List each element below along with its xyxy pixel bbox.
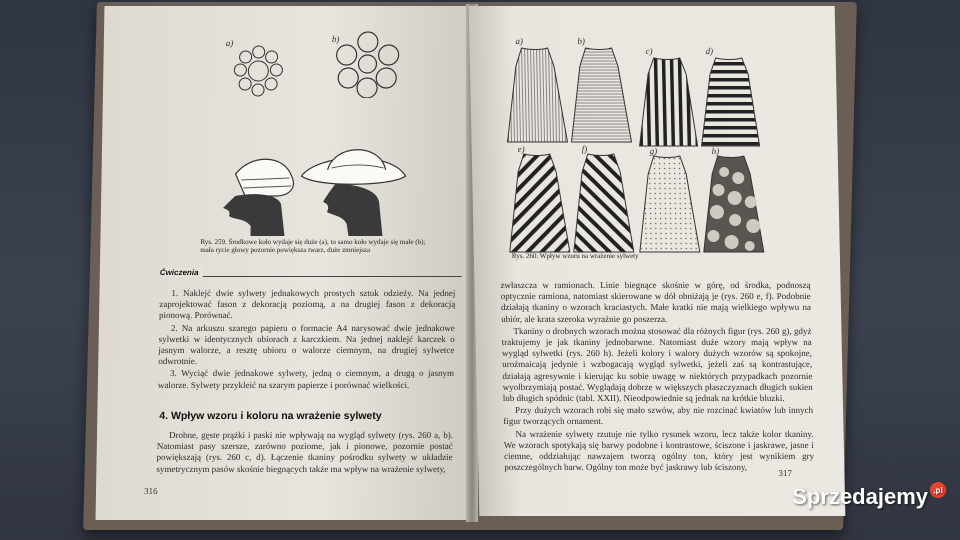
exercises-heading: Ćwiczenia bbox=[160, 268, 203, 277]
body-text: Drobne, gęste prążki i paski nie wpływają na wygląd sylwety (rys. 260 a, b). Natomiast pasy szersze, zarówno poziome, jak i pionowe, pozornie postać powiększają (rys. 260 c, d). Łączenie tkaniny pośrodku sylwety w układzie symetrycznym pasów skośnie biegnących także ma wpływ na wrażenie sylwety, bbox=[156, 430, 454, 474]
watermark-suffix: .pl bbox=[930, 482, 946, 498]
fig260-label-e: e) bbox=[517, 144, 525, 154]
figure-259-caption: Rys. 259. Środkowe koło wydaje się duże (a), to samo koło wydaje się małe (b); mała rycie głowy pozornie powiększa twarz, duże zmniejsza bbox=[200, 238, 426, 254]
exercise-item: 1. Naklejć dwie sylwety jednakowych prostych sztuk odzieży. Na jednej zaprojektować fason z dekoracją poziomą, a na drugiej fason z dekoracją pionową. Porównać. bbox=[158, 288, 456, 321]
right-page bbox=[469, 6, 846, 516]
fig259-label-a: a) bbox=[225, 38, 234, 48]
body-paragraph bbox=[156, 430, 453, 476]
page-number-right: 317 bbox=[778, 468, 793, 478]
paragraph: Przy dużych wzorach robi się mało szwów, aby nie rozcinać kwiatów lub innych figur tworzących ornament. bbox=[503, 405, 814, 427]
dress-patterns-figure bbox=[469, 6, 840, 266]
watermark-text: Sprzedajemy bbox=[792, 484, 928, 509]
fig260-label-a: a) bbox=[515, 36, 523, 46]
paragraph: Na wrażenie sylwety rzutuje nie tylko rysunek wzoru, lecz także kolor tkaniny. We wzorach spotykają się barwy podobne i kontrastowe, ściszone i jaskrawe, jasne i ciemne, oddziałując nawzajem tworzą ogólny ton, który jest wynikiem gry poszczególnych barw. Ogólny ton może być jaskrawy lub ściszony, bbox=[503, 428, 815, 473]
fig259-label-b: b) bbox=[331, 34, 340, 44]
fig260-label-f: f) bbox=[581, 144, 588, 154]
profile-small-hat-illustration bbox=[204, 144, 306, 236]
section-heading: 4. Wpływ wzoru i koloru na wrażenie sylwety bbox=[159, 410, 382, 422]
ebbinghaus-large-circles-figure bbox=[331, 30, 404, 98]
right-body-text bbox=[500, 280, 814, 474]
fig260-label-b: b) bbox=[577, 36, 585, 46]
ebbinghaus-small-circles-figure bbox=[223, 38, 294, 104]
fig260-label-d: d) bbox=[705, 46, 714, 56]
exercises-rule bbox=[160, 276, 462, 277]
sprzedajemy-watermark bbox=[792, 484, 946, 510]
page-number-left: 316 bbox=[143, 486, 158, 496]
figure-260-caption: Rys. 260. Wpływ wzoru na wrażenie sylwety bbox=[511, 252, 639, 260]
exercise-item: 3. Wyciąć dwie jednakowe sylwety, jedną o ciemnym, a drugą o jasnym walorze. Sylwety przykleić na szarym papierze i porównać wielkości. bbox=[157, 368, 455, 390]
paragraph: zwłaszcza w ramionach. Linie biegnące skośnie w górę, od środka, podnoszą optycznie ramiona, natomiast skierowane w dół obniżają je (rys. 260 e, f). Podobnie działają tkaniny o wzorach kraciastych. Małe kratki nie mają wielkiego wpływu na ubiór, ale krata szeroka wyraźnie go poszerza. bbox=[500, 280, 812, 324]
profile-large-hat-illustration bbox=[296, 136, 410, 236]
exercise-item: 2. Na arkuszu szarego papieru o formacie A4 narysować dwie jednakowe sylwetki w identycznych ubiorach z karczkiem. Na jednej naklejć karczek o jasnym walorze, a resztę ubioru o walorze ciemnym, na drugiej sylwetce odwrotnie. bbox=[158, 322, 455, 367]
fig260-label-g: g) bbox=[649, 146, 658, 156]
exercises-list bbox=[158, 288, 456, 392]
fig260-label-c: c) bbox=[645, 46, 653, 56]
left-page bbox=[96, 6, 477, 520]
fig260-label-h: h) bbox=[711, 146, 720, 156]
paragraph: Tkaniny o drobnych wzorach można stosować dla różnych figur (rys. 260 g), gdyż traktujemy je jak tkaniny jednobarwne. Natomiast duże wzory mają wpływ na wygląd sylwetki (rys. 260 h). Jeżeli kolory i walory dużych wzorów są spokojne, uroźmaicają jedynie i wzbogacają wygląd sylwetki, jeżeli zaś są kontrastujące, działają agresywnie i kierując ku sobie uwagę w niektórych przypadkach pozornie wyolbrzymiają postać. Wyglądają dobrze w większych płaszczyznach długich sukien lub długich spódnic (tabl. XXII). Nieodpowiednie są jednak na krótkie bluzki. bbox=[501, 325, 813, 404]
